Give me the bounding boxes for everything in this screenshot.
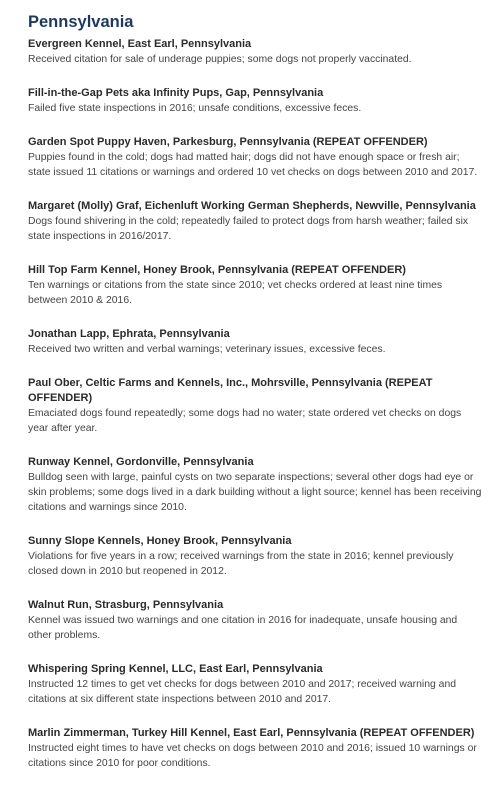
- entry-title: Paul Ober, Celtic Farms and Kennels, Inc., Mohrsville, Pennsylvania (REPEAT OFFENDER): [28, 377, 433, 404]
- entry-description: Dogs found shivering in the cold; repeatedly failed to protect dogs from harsh weather; failed six state inspections in 2016/2017.: [28, 216, 469, 242]
- entry-runway-kennel: [28, 455, 482, 515]
- entry-title: Jonathan Lapp, Ephrata, Pennsylvania: [28, 328, 230, 340]
- entry-description: Received citation for sale of underage puppies; some dogs not properly vaccinated.: [28, 54, 412, 65]
- entry-title: Hill Top Farm Kennel, Honey Brook, Pennsylvania (REPEAT OFFENDER): [28, 264, 406, 276]
- entry-description: Kennel was issued two warnings and one citation in 2016 for inadequate, unsafe housing and other problems.: [28, 615, 458, 641]
- entry-marlin-zimmerman: [28, 726, 482, 771]
- entry-evergreen-kennel: [28, 37, 482, 67]
- entry-description: Ten warnings or citations from the state since 2010; vet checks ordered at least nine times between 2010 & 2016.: [28, 280, 443, 306]
- entry-paul-ober: [28, 376, 482, 436]
- entry-garden-spot-puppy-haven: [28, 135, 482, 180]
- entry-title: Fill-in-the-Gap Pets aka Infinity Pups, Gap, Pennsylvania: [28, 87, 324, 99]
- entry-sunny-slope-kennels: [28, 534, 482, 579]
- entry-fill-in-the-gap-pets: [28, 86, 482, 116]
- entry-hill-top-farm-kennel: [28, 263, 482, 308]
- entry-description: Instructed eight times to have vet checks on dogs between 2010 and 2016; issued 10 warnings or citations since 2010 for poor conditions.: [28, 743, 477, 769]
- entry-walnut-run: [28, 598, 482, 643]
- entry-title: Margaret (Molly) Graf, Eichenluft Working German Shepherds, Newville, Pennsylvania: [28, 200, 476, 212]
- entry-description: Emaciated dogs found repeatedly; some dogs had no water; state ordered vet checks on dogs year after year.: [28, 408, 462, 434]
- entry-title: Marlin Zimmerman, Turkey Hill Kennel, East Earl, Pennsylvania (REPEAT OFFENDER): [28, 727, 475, 739]
- entry-description: Instructed 12 times to get vet checks for dogs between 2010 and 2017; received warning and citations at six different state inspections between 2010 and 2017.: [28, 679, 457, 705]
- entry-title: Walnut Run, Strasburg, Pennsylvania: [28, 599, 224, 611]
- entry-description: Puppies found in the cold; dogs had matted hair; dogs did not have enough space or fresh air; state issued 11 citations or warnings and ordered 10 vet checks on dogs between 2010 and 2017.: [28, 152, 478, 178]
- entry-description: Bulldog seen with large, painful cysts on two separate inspections; several other dogs had eye or skin problems; some dogs lived in a dark building without a light source; kennel has been receiving citations and warnings since 2010.: [28, 472, 482, 513]
- entry-title: Garden Spot Puppy Haven, Parkesburg, Pennsylvania (REPEAT OFFENDER): [28, 136, 428, 148]
- entry-title: Runway Kennel, Gordonville, Pennsylvania: [28, 456, 254, 468]
- entry-description: Violations for five years in a row; received warnings from the state in 2016; kennel previously closed down in 2010 but reopened in 2012.: [28, 551, 454, 577]
- state-heading: Pennsylvania: [28, 13, 134, 31]
- entry-title: Whispering Spring Kennel, LLC, East Earl, Pennsylvania: [28, 663, 323, 675]
- entry-title: Evergreen Kennel, East Earl, Pennsylvania: [28, 38, 252, 50]
- entry-title: Sunny Slope Kennels, Honey Brook, Pennsylvania: [28, 535, 292, 547]
- entry-jonathan-lapp: [28, 327, 482, 357]
- entry-whispering-spring-kennel: [28, 662, 482, 707]
- entry-description: Failed five state inspections in 2016; unsafe conditions, excessive feces.: [28, 103, 362, 114]
- entry-margaret-graf: [28, 199, 482, 244]
- entry-description: Received two written and verbal warnings; veterinary issues, excessive feces.: [28, 344, 386, 355]
